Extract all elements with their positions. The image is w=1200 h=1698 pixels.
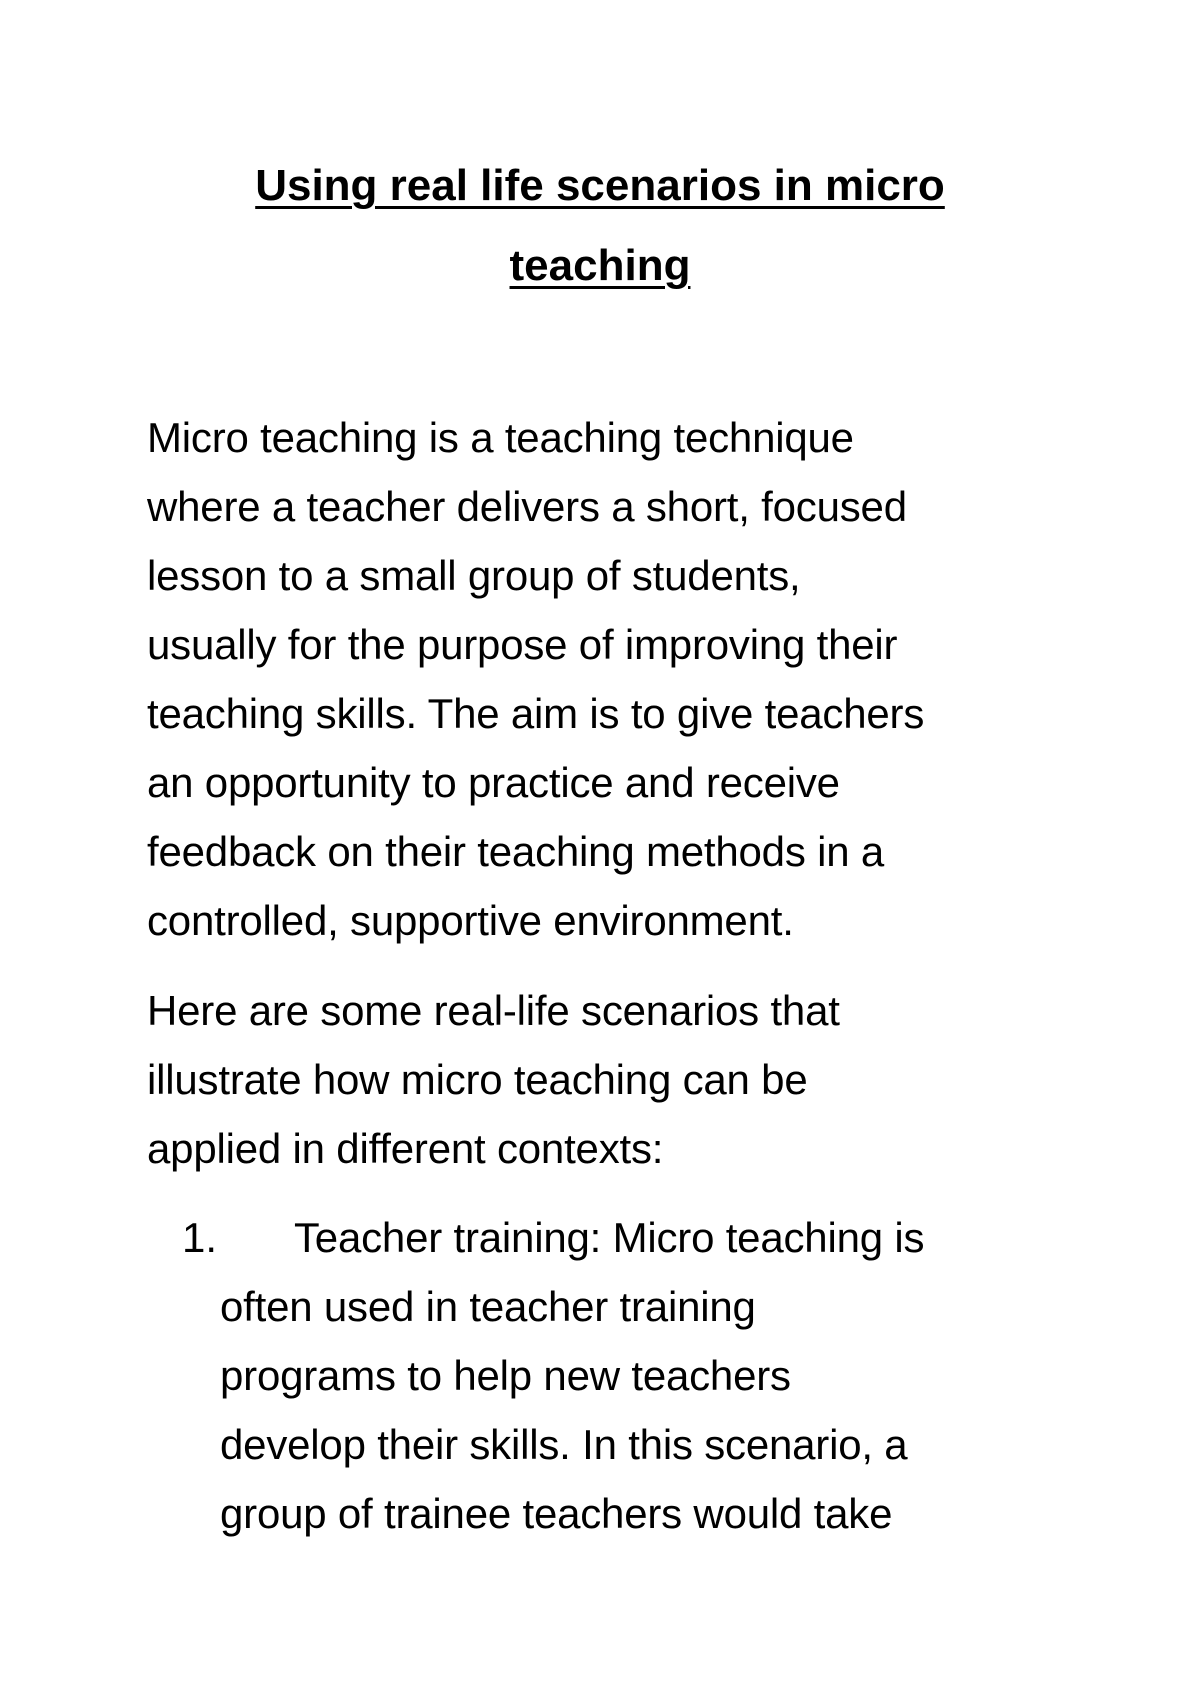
paragraph-line: controlled, supportive environment. — [147, 897, 794, 944]
paragraph-line: lesson to a small group of students, — [147, 552, 801, 599]
list-item-line: develop their skills. In this scenario, a — [220, 1421, 908, 1468]
paragraph-line: where a teacher delivers a short, focused — [147, 483, 907, 530]
list-item-line: Teacher training: Micro teaching is — [294, 1214, 925, 1261]
list-item-line: group of trainee teachers would take — [220, 1490, 893, 1537]
document-title-line-1: Using real life scenarios in micro — [255, 161, 945, 210]
list-item-number: 1. — [182, 1214, 218, 1261]
paragraph-line: usually for the purpose of improving their — [147, 621, 898, 668]
paragraph-line: applied in different contexts: — [147, 1125, 664, 1172]
document-title-line-2: teaching — [509, 241, 691, 290]
paragraph-line: feedback on their teaching methods in a — [147, 828, 885, 875]
paragraph-line: teaching skills. The aim is to give teachers — [147, 690, 925, 737]
paragraph-line: illustrate how micro teaching can be — [147, 1056, 808, 1103]
list-item-line: programs to help new teachers — [220, 1352, 791, 1399]
paragraph-line: Micro teaching is a teaching technique — [147, 414, 854, 461]
list-item-line: often used in teacher training — [220, 1283, 756, 1330]
paragraph-line: Here are some real-life scenarios that — [147, 987, 840, 1034]
paragraph-line: an opportunity to practice and receive — [147, 759, 840, 806]
